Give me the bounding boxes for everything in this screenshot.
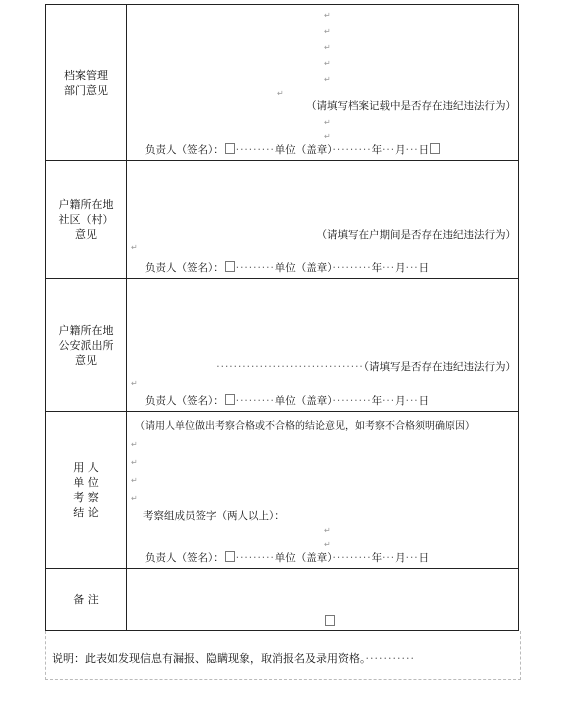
review-form-table [45, 4, 519, 631]
year-label: 年 [371, 552, 383, 564]
note-label: 说明：此表如发现信息有漏报、隐瞒现象，取消报名及录用资格。 [52, 652, 366, 665]
month-label: 月 [395, 262, 406, 274]
signature-line-police: 负责人（签名）： ·········单位（盖章）·········年···月···日 [145, 395, 430, 407]
label-line: 单 位 [73, 476, 99, 489]
request-text-archive: （请填写档案记载中是否存在违纪违法行为） [306, 100, 516, 112]
paragraph-mark: ↵ [324, 11, 331, 20]
paragraph-mark: ↵ [324, 59, 331, 68]
signature-line-archive: 负责人（签名）： ·········单位（盖章）·········年···月···日 [145, 142, 516, 157]
paragraph-mark: ↵ [131, 440, 138, 449]
signature-box[interactable] [225, 551, 235, 562]
month-label: 月 [395, 144, 406, 156]
request-text-police: ··································（请填写是否存在违纪违法行为） [216, 361, 516, 373]
note-text: 说明：此表如发现信息有漏报、隐瞒现象，取消报名及录用资格。··········· [52, 652, 415, 665]
signature-box[interactable] [225, 143, 235, 154]
paragraph-mark: ↵ [131, 379, 138, 388]
opinion-cell-employer[interactable] [127, 412, 519, 569]
label-line: 用 人 [73, 461, 99, 474]
day-label: 日 [418, 144, 430, 156]
label-line: 结 论 [73, 506, 99, 519]
unit-label: 单位（盖章） [274, 262, 333, 274]
label-line: 部门意见 [64, 83, 108, 97]
request-label: （请填写是否存在违纪违法行为） [363, 361, 516, 373]
request-text-employer: （请用人单位做出考察合格或不合格的结论意见，如考察不合格须明确原因） [135, 421, 475, 432]
label-line: 意见 [75, 228, 97, 241]
label-line: 档案管理 [64, 68, 108, 82]
paragraph-mark: ↵ [277, 89, 284, 98]
label-line: 社区（村） [58, 213, 114, 226]
signer-label: 负责人（签名）： [145, 395, 224, 407]
signature-box[interactable] [225, 394, 235, 405]
label-line: 意见 [75, 353, 97, 367]
paragraph-mark: ↵ [324, 43, 331, 52]
opinion-cell-archive[interactable] [127, 5, 519, 161]
remarks-cell[interactable] [127, 569, 519, 631]
day-label: 日 [418, 395, 430, 407]
unit-label: 单位（盖章） [274, 552, 333, 564]
row-archive [46, 5, 519, 161]
request-text-community: （请填写在户期间是否存在违纪违法行为） [316, 229, 516, 241]
label-police [46, 279, 127, 412]
paragraph-mark: ↵ [324, 540, 331, 549]
paragraph-mark: ↵ [324, 118, 331, 127]
unit-label: 单位（盖章） [274, 144, 333, 156]
signer-label: 负责人（签名）： [145, 262, 224, 274]
paragraph-mark: ↵ [324, 526, 331, 535]
opinion-cell-police[interactable] [127, 279, 519, 412]
month-label: 月 [395, 395, 406, 407]
signature-box[interactable] [225, 261, 235, 272]
year-label: 年 [371, 262, 383, 274]
signer-label: 负责人（签名）： [145, 552, 224, 564]
label-community [46, 161, 127, 279]
month-label: 月 [395, 552, 406, 564]
group-sign-label: 考察组成员签字（两人以上）： [143, 510, 285, 522]
paragraph-mark: ↵ [131, 476, 138, 485]
paragraph-mark: ↵ [131, 458, 138, 467]
unit-label: 单位（盖章） [274, 395, 333, 407]
label-remarks [46, 569, 127, 631]
label-archive [46, 5, 127, 161]
label-line: 户籍所在地 [58, 323, 114, 337]
row-employer [46, 412, 519, 569]
day-label: 日 [418, 262, 430, 274]
label-line: 考 察 [73, 491, 99, 504]
label-line: 备 注 [73, 593, 99, 606]
row-community [46, 161, 519, 279]
paragraph-mark: ↵ [131, 494, 138, 503]
row-remarks [46, 569, 519, 631]
paragraph-mark: ↵ [324, 27, 331, 36]
row-police [46, 279, 519, 412]
paragraph-mark: ↵ [131, 243, 138, 252]
label-line: 公安派出所 [58, 338, 114, 352]
year-label: 年 [371, 395, 383, 407]
signature-line-employer: 负责人（签名）： ·········单位（盖章）·········年···月···日 [145, 552, 430, 564]
note-box [45, 631, 521, 680]
year-label: 年 [371, 144, 383, 156]
date-box[interactable] [430, 143, 440, 154]
opinion-cell-community[interactable] [127, 161, 519, 279]
paragraph-mark: ↵ [324, 75, 331, 84]
day-label: 日 [418, 552, 430, 564]
label-employer [46, 412, 127, 569]
cursor-box [324, 615, 336, 628]
signer-label: 负责人（签名）： [145, 144, 224, 156]
label-line: 户籍所在地 [58, 198, 114, 211]
paragraph-mark: ↵ [324, 132, 331, 141]
signature-line-community: 负责人（签名）： ·········单位（盖章）·········年···月···日 [145, 262, 430, 274]
